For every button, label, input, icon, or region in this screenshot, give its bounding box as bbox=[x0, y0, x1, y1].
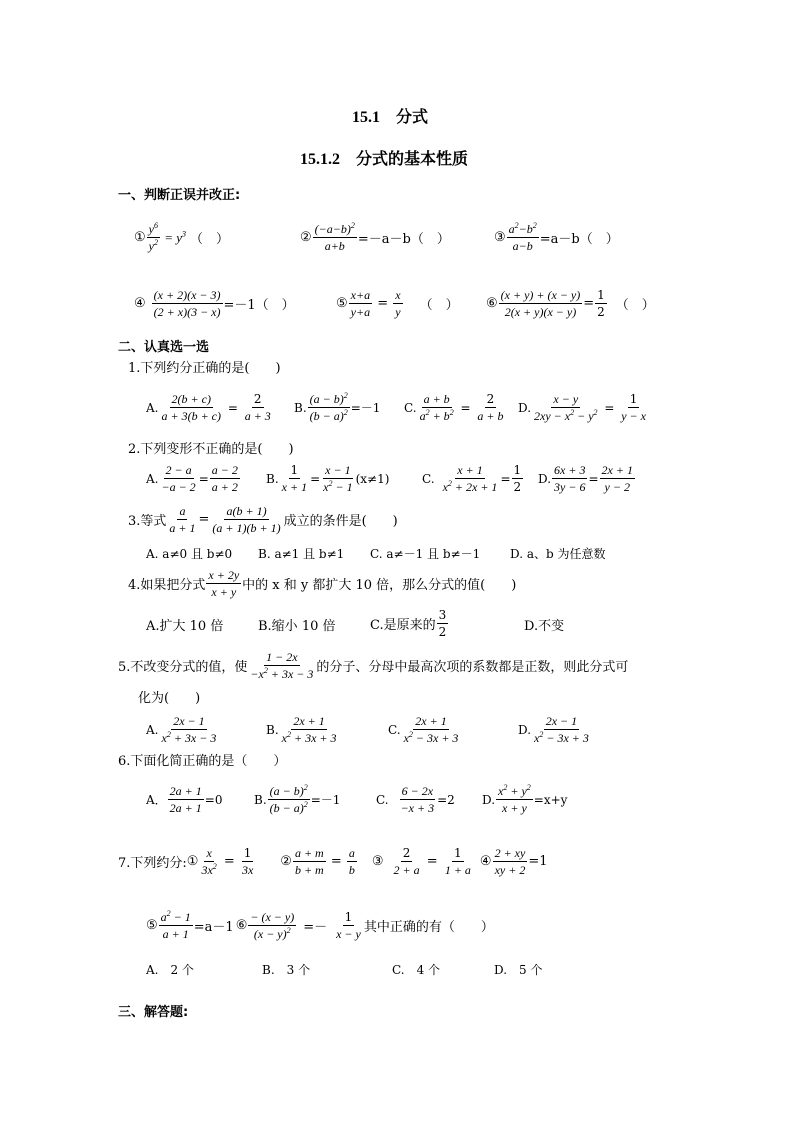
q5-stem-cont: 化为( ) bbox=[138, 691, 201, 706]
q5-option-b: B. $\frac{2x + 1}{x^2 + 3x + 3}$ bbox=[266, 714, 337, 745]
q3-option-d: D. a、b 为任意数 bbox=[510, 547, 606, 561]
q4-option-b: B.缩小 10 倍 bbox=[258, 619, 336, 634]
s1-item-2: ② $\frac{(-a-b)^2}{a+b}$ =－a－b （ ） bbox=[300, 221, 450, 253]
q5-stem: 5.不改变分式的值，使 $\frac{1 - 2x}{-x^2 + 3x - 3}$ 的分子、分母中最高次项的系数都是正数，则此分式可 bbox=[118, 650, 629, 681]
q2-stem: 2.下列变形不正确的是( ) bbox=[128, 442, 294, 457]
q7-option-c: C. 4 个 bbox=[392, 963, 441, 977]
title-sub: 15.1.2 分式的基本性质 bbox=[300, 151, 469, 168]
q7-option-a: A. 2 个 bbox=[146, 963, 194, 977]
section1-heading: 一、判断正误并改正: bbox=[118, 188, 241, 203]
q7-line2: ⑤ $\frac{a^2 - 1}{a + 1}$ =a－1 ⑥ $\frac{- (x - y)}{(x - y)^2}$ =－ $\frac{1}{x - y}$ 其中正确的有（ ） bbox=[146, 909, 494, 941]
s1-item-5: ⑤ $\frac{x+a}{y+a}$ = $\frac{x}{y}$ （ ） bbox=[336, 288, 459, 319]
q2-option-d: D. $\frac{6x + 3}{3y - 6}$ = $\frac{2x + 1}{y - 2}$ bbox=[538, 463, 633, 494]
q1-option-b: B. $\frac{(a - b)^2}{(b - a)^2}$ =－1 bbox=[294, 391, 381, 423]
q2-option-a: A. $\frac{2 - a}{-a - 2}$ = $\frac{a - 2}{a + 2}$ bbox=[146, 463, 238, 494]
q4-option-a: A.扩大 10 倍 bbox=[146, 619, 224, 634]
q6-option-a: A． $\frac{2a + 1}{2a + 1}$ =0 bbox=[146, 784, 223, 815]
q5-option-c: C. $\frac{2x + 1}{x^2 - 3x + 3}$ bbox=[388, 714, 459, 745]
q1-option-c: C. $\frac{a + b}{a^2 + b^2}$ = $\frac{2}{a + b}$ bbox=[404, 392, 504, 423]
q6-option-c: C. $\frac{6 - 2x}{-x + 3}$ =2 bbox=[376, 784, 455, 815]
q3-option-b: B. a≠1 且 b≠1 bbox=[258, 547, 345, 561]
q3-option-a: A. a≠0 且 b≠0 bbox=[146, 547, 233, 561]
q5-option-d: D. $\frac{2x - 1}{x^2 - 3x + 3}$ bbox=[518, 714, 589, 745]
q1-option-a: A. $\frac{2(b + c)}{a + 3(b + c)}$ = $\frac{2}{a + 3}$ bbox=[146, 392, 271, 423]
s1-item-4: ④ $\frac{(x + 2)(x - 3)}{(2 + x)(3 - x)}$ =－1 （ ） bbox=[134, 288, 295, 319]
q5-option-a: A. $\frac{2x - 1}{x^2 + 3x - 3}$ bbox=[146, 714, 217, 745]
section3-heading: 三、解答题: bbox=[118, 1005, 189, 1020]
q7-option-b: B. 3 个 bbox=[262, 963, 311, 977]
q3-option-c: C. a≠－1 且 b≠－1 bbox=[370, 547, 481, 561]
q7-line1: 7.下列约分: ① $\frac{x}{3x^2}$ = $\frac{1}{3x}$ ② $\frac{a + m}{b + m}$ = $\frac{a}{b}$ ③ $\frac{2}{2 + a}$ = $\frac{1}{1 + a}$ ④ $\frac{2 + xy}{xy + 2}$ =1 bbox=[118, 846, 548, 877]
q1-stem: 1.下列约分正确的是( ) bbox=[128, 361, 281, 376]
q4-option-d: D.不变 bbox=[524, 619, 565, 634]
title-main: 15.1 分式 bbox=[352, 109, 429, 126]
q6-option-d: D. $\frac{x^2 + y^2}{x + y}$ =x+y bbox=[482, 783, 568, 815]
q2-option-b: B. $\frac{1}{x + 1}$ = $\frac{x - 1}{x^2 - 1}$ (x≠1) bbox=[266, 463, 390, 494]
section2-heading: 二、认真选一选 bbox=[118, 340, 210, 355]
q2-option-c: C. $\frac{x + 1}{x^2 + 2x + 1}$ = $\frac{1}{2}$ bbox=[422, 463, 522, 494]
q6-stem: 6.下面化简正确的是（ ） bbox=[118, 754, 287, 769]
q3-stem: 3.等式 $\frac{a}{a + 1}$ = $\frac{a(b + 1)}{(a + 1)(b + 1)}$ 成立的条件是( ) bbox=[128, 504, 398, 535]
s1-item-1: ① $\frac{y^6}{y^2}$ = $y^3$ （ ） bbox=[134, 221, 230, 253]
s1-item-6: ⑥ $\frac{(x + y) + (x - y)}{2(x + y)(x - y)}$ = $\frac{1}{2}$ （ ） bbox=[486, 288, 655, 319]
q7-option-d: D. 5 个 bbox=[494, 963, 543, 977]
q4-option-c: C.是原来的 $\frac{3}{2}$ bbox=[370, 608, 447, 639]
q6-option-b: B. $\frac{(a - b)^2}{(b - a)^2}$ =－1 bbox=[254, 783, 341, 815]
q4-stem: 4.如果把分式 $\frac{x + 2y}{x + y}$ 中的 x 和 y 都扩大 10 倍，那么分式的值( ) bbox=[128, 568, 517, 599]
s1-item-3: ③ $\frac{a^2-b^2}{a-b}$ =a－b （ ） bbox=[494, 221, 619, 253]
q1-option-d: D. $\frac{x - y}{2xy - x^2 - y^2}$ = $\frac{1}{y - x}$ bbox=[518, 392, 646, 423]
